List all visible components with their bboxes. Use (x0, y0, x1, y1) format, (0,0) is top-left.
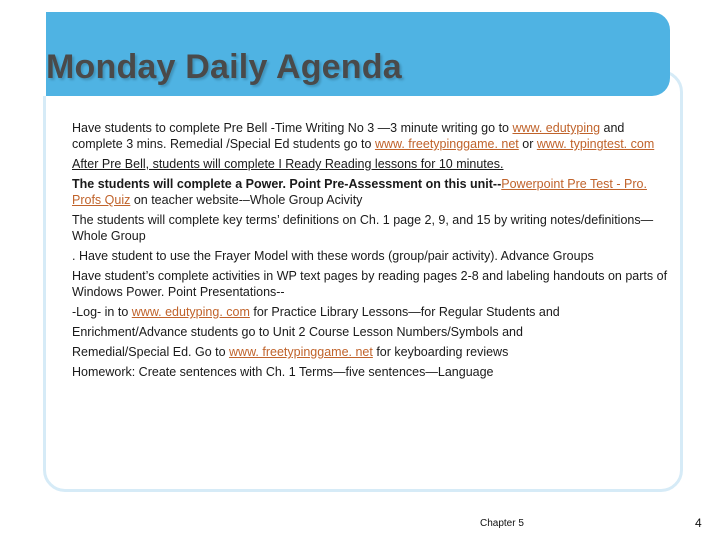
agenda-link[interactable]: www. edutyping (512, 121, 601, 135)
agenda-item-text (72, 157, 503, 171)
footer-chapter: Chapter 5 (480, 518, 524, 529)
agenda-text-segment: or (518, 137, 537, 151)
agenda-item (48, 176, 678, 208)
agenda-item-text (72, 325, 523, 339)
agenda-link[interactable]: www. edutyping. com (131, 305, 250, 319)
agenda-item (48, 304, 678, 320)
agenda-text-segment: The students will complete a Power. Point Pre-Assessment on this unit-- (72, 177, 502, 191)
agenda-text-segment: After Pre Bell, students will complete I Ready Reading lessons for 10 minutes. (72, 157, 504, 171)
agenda-link[interactable]: www. freetypinggame. net (374, 137, 519, 151)
agenda-text-segment: Have student’s complete activities in WP text pages by reading pages 2-8 and labeling handouts on parts of Windows Power. Point Presentations-- (72, 269, 668, 299)
agenda-item (48, 120, 678, 152)
agenda-text-segment: Remedial/Special Ed. Go to (72, 345, 230, 359)
agenda-item-text (72, 365, 494, 379)
agenda-item-text (72, 345, 508, 359)
agenda-text-segment: and complete 3 mins. Remedial /Special Ed students go to (72, 121, 625, 151)
agenda-item-text (72, 249, 594, 263)
agenda-item-text (72, 213, 653, 243)
agenda-text-segment: Enrichment/Advance students go to Unit 2 Course Lesson Numbers/Symbols and (72, 325, 523, 339)
agenda-list (48, 120, 678, 384)
agenda-text-segment: The students will complete key terms’ definitions on Ch. 1 page 2, 9, and 15 by writing notes/definitions—Whole Group (72, 213, 654, 243)
title-bar-edge (28, 12, 46, 96)
agenda-item (48, 268, 678, 300)
agenda-item (48, 324, 678, 340)
agenda-item (48, 212, 678, 244)
agenda-item-text (72, 305, 560, 319)
agenda-text-segment: for keyboarding reviews (372, 345, 509, 359)
agenda-text-segment: . Have student to use the Frayer Model with these words (group/pair activity). Advance Groups (72, 249, 594, 263)
page-number: 4 (695, 516, 702, 530)
slide-title: Monday Daily Agenda (46, 48, 402, 86)
agenda-item (48, 156, 678, 172)
agenda-text-segment: for Practice Library Lessons—for Regular Students and (249, 305, 560, 319)
agenda-link[interactable]: Powerpoint Pre Test - Pro. Profs Quiz (72, 177, 647, 207)
agenda-text-segment: on teacher website-–Whole Group Acivity (130, 193, 363, 207)
agenda-link[interactable]: www. freetypinggame. net (229, 345, 373, 359)
agenda-link[interactable]: www. typingtest. com (536, 137, 655, 151)
agenda-item (48, 364, 678, 380)
agenda-item (48, 344, 678, 360)
agenda-item (48, 248, 678, 264)
agenda-item-text (72, 121, 654, 151)
agenda-text-segment: Have students to complete Pre Bell -Time Writing No 3 —3 minute writing go to (72, 121, 513, 135)
agenda-text-segment: Homework: Create sentences with Ch. 1 Terms—five sentences—Language (72, 365, 494, 379)
agenda-item-text (72, 269, 667, 299)
agenda-text-segment: -Log- in to (72, 305, 132, 319)
agenda-item-text (72, 177, 647, 207)
